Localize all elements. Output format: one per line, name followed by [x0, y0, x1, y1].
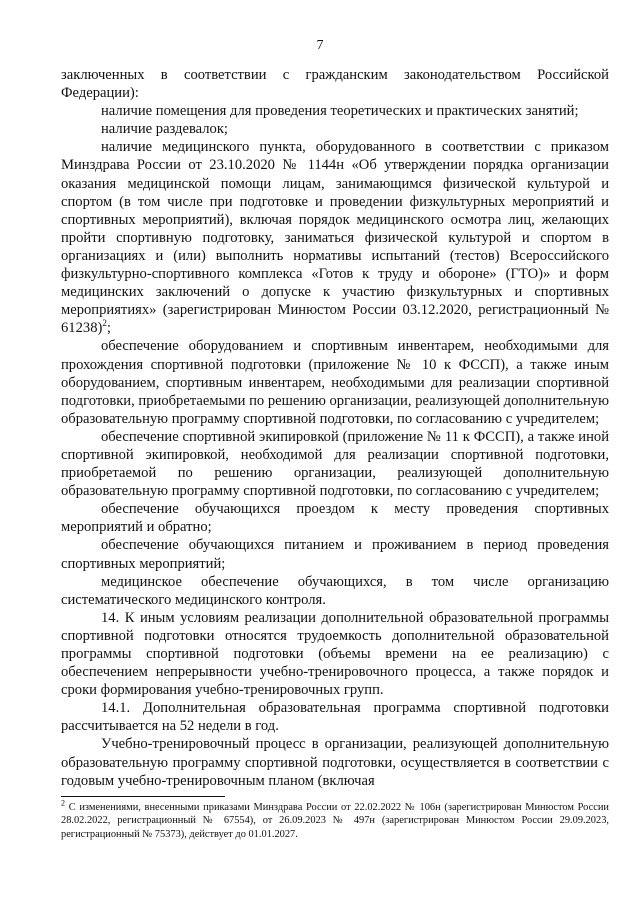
paragraph-text: 14. К иным условиям реализации дополнительной образовательной программы спортивной подготовки относятся трудоемкость дополнительной образовательной программы спортивной подготовки (объемы времени на ее реализацию) с обеспечением непрерывности учебно-тренировочного процесса, а также порядок и сроки формирования учебно-тренировочных групп. [61, 609, 609, 699]
paragraph [61, 735, 609, 789]
footnote-reference: 2 [102, 318, 107, 329]
paragraph-text: обеспечение оборудованием и спортивным инвентарем, необходимыми для прохождения спортивной подготовки (приложение № 10 к ФССП), а также иным оборудованием, спортивным инвентарем, необходимыми для реализации спортивной подготовки, приобретаемыми по решению организации, реализующей дополнительную образовательную программу спортивной подготовки, по согласованию с учредителем; [61, 338, 609, 427]
paragraph [61, 120, 609, 138]
paragraph-text: наличие раздевалок; [101, 121, 228, 138]
paragraph [61, 500, 609, 536]
paragraph [61, 66, 609, 102]
paragraph-text: обеспечение обучающихся проездом к месту проведения спортивных мероприятий и обратно; [61, 501, 609, 536]
paragraph [61, 102, 609, 120]
paragraph-text: заключенных в соответствии с гражданским законодательством Российской Федерации): [61, 67, 609, 102]
paragraph-text: 14.1. Дополнительная образовательная программа спортивной подготовки рассчитывается на 52 недели в год. [61, 700, 609, 735]
paragraph [61, 573, 609, 609]
paragraph [61, 699, 609, 735]
paragraph [61, 536, 609, 572]
footnote [61, 798, 609, 841]
paragraph [61, 428, 609, 500]
paragraph-text: медицинское обеспечение обучающихся, в том числе организацию систематического медицинского контроля. [61, 573, 609, 608]
footnote-text: С изменениями, внесенными приказами Минздрава России от 22.02.2022 № 106н (зарегистрирован Минюстом России 28.02.2022, регистрационный № 67554), от 26.09.2023 № 497н (зарегистрирован Минюстом России 29.09.2023, регистрационный № 75373), действует до 01.01.2027. [61, 802, 609, 840]
paragraph-text: наличие помещения для проведения теоретических и практических занятий; [101, 103, 579, 120]
footnote-divider [61, 796, 225, 797]
paragraph-text: обеспечение обучающихся питанием и проживанием в период проведения спортивных мероприятий; [61, 537, 609, 572]
paragraph-text: Учебно-тренировочный процесс в организации, реализующей дополнительную образовательную программу спортивной подготовки, осуществляется в соответствии с годовым учебно-тренировочным планом (включая [61, 736, 609, 789]
paragraph [61, 138, 609, 337]
paragraph [61, 337, 609, 427]
document-body [61, 66, 609, 790]
paragraph-text: обеспечение спортивной экипировкой (приложение № 11 к ФССП), а также иной спортивной экипировкой, необходимой для реализации спортивной подготовки, приобретаемой по решению организации, реализующей дополнительную образовательную программу спортивной подготовки, по согласованию с учредителем; [61, 428, 609, 500]
footnote-marker: 2 [61, 798, 65, 808]
paragraph [61, 609, 609, 699]
paragraph-tail: ; [106, 320, 111, 337]
page-number: 7 [316, 38, 324, 53]
paragraph-text: наличие медицинского пункта, оборудованного в соответствии с приказом Минздрава России от 23.10.2020 № 1144н «Об утверждении порядка организации оказания медицинской помощи лицам, занимающимся физической культурой и спортом (в том числе при подготовке и проведении физкультурных мероприятий и спортивных мероприятий), включая порядок медицинского осмотра лиц, желающих пройти спортивную подготовку, заниматься физической культурой и спортом в организациях и (или) выполнить нормативы испытаний (тестов) Всероссийского физкультурно-спортивного комплекса «Готов к труду и обороне» (ГТО)» и форм медицинских заключений о допуске к участию физкультурных и спортивных мероприятиях» (зарегистрирован Минюстом России 03.12.2020, регистрационный № 61238) [61, 139, 609, 337]
